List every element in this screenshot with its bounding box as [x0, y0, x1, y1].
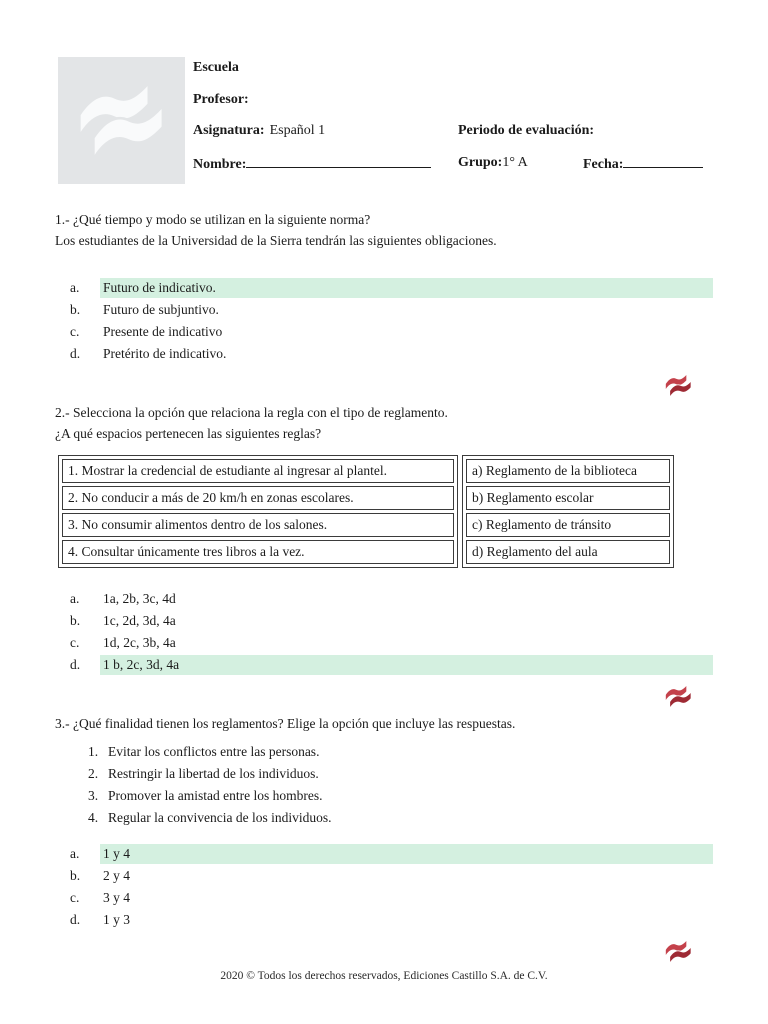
option-text: 1 y 3	[103, 912, 130, 927]
option-row	[55, 321, 713, 343]
question-3	[55, 713, 713, 734]
publisher-logo-box	[58, 57, 185, 184]
name-group-date-row	[193, 155, 713, 175]
student-name-label: Nombre:	[193, 156, 247, 172]
option-letter: b.	[70, 302, 81, 317]
option-row	[55, 865, 713, 887]
regulation-type-cell: c) Reglamento de tránsito	[466, 513, 670, 537]
subject-value: Español 1	[269, 123, 326, 139]
statement-row	[55, 763, 713, 785]
castillo-waves-logo-red-icon	[665, 684, 692, 709]
subject-period-row	[193, 123, 713, 143]
group-value: 1° A	[502, 154, 528, 170]
statement-number: 2.	[88, 766, 99, 781]
option-row	[55, 277, 713, 299]
regulation-types-column-table	[462, 455, 674, 568]
rule-cell: 2. No conducir a más de 20 km/h en zonas escolares.	[62, 486, 454, 510]
rule-cell: 4. Consultar únicamente tres libros a la vez.	[62, 540, 454, 564]
subject-label: Asignatura:	[193, 123, 265, 139]
option-letter: a.	[70, 591, 80, 606]
option-text-highlighted: Futuro de indicativo.	[100, 278, 713, 298]
option-row	[55, 887, 713, 909]
option-text-highlighted: 1 b, 2c, 3d, 4a	[100, 655, 713, 675]
option-text: 3 y 4	[103, 890, 130, 905]
regulation-type-cell: d) Reglamento del aula	[466, 540, 670, 564]
question-1-intro: Los estudiantes de la Universidad de la Sierra tendrán las siguientes obligaciones.	[55, 233, 497, 248]
option-row	[55, 909, 713, 931]
evaluation-period-label: Periodo de evaluación:	[458, 123, 595, 139]
publisher-brand-row	[55, 373, 713, 398]
question-3-statements	[55, 741, 713, 829]
option-row	[55, 610, 713, 632]
castillo-waves-logo-gray-icon	[78, 80, 166, 161]
statement-row	[55, 741, 713, 763]
option-text: 2 y 4	[103, 868, 130, 883]
option-row	[55, 632, 713, 654]
header-fields	[193, 57, 713, 184]
option-letter: a.	[70, 846, 80, 861]
rule-cell: 1. Mostrar la credencial de estudiante al ingresar al plantel.	[62, 459, 454, 483]
option-letter: b.	[70, 613, 81, 628]
option-text: Futuro de subjuntivo.	[103, 302, 219, 317]
castillo-waves-logo-red-icon	[665, 939, 692, 964]
question-2	[55, 402, 713, 444]
regulation-type-cell: a) Reglamento de la biblioteca	[466, 459, 670, 483]
statement-text: Regular la convivencia de los individuos.	[108, 810, 332, 825]
statement-number: 3.	[88, 788, 99, 803]
question-2-options	[55, 588, 713, 676]
school-row	[193, 60, 713, 80]
page-content	[55, 0, 713, 968]
option-row	[55, 843, 713, 865]
group-field	[458, 155, 528, 171]
question-1-options	[55, 277, 713, 365]
option-letter: c.	[70, 635, 80, 650]
matching-table	[58, 455, 713, 568]
school-label: Escuela	[193, 60, 239, 75]
statement-number: 4.	[88, 810, 99, 825]
question-1-title: 1.- ¿Qué tiempo y modo se utilizan en la siguiente norma?	[55, 212, 371, 227]
option-row	[55, 654, 713, 676]
statement-number: 1.	[88, 744, 99, 759]
option-row	[55, 588, 713, 610]
exam-header	[55, 57, 713, 184]
statement-text: Evitar los conflictos entre las personas.	[108, 744, 320, 759]
teacher-row	[193, 92, 713, 112]
option-letter: d.	[70, 346, 81, 361]
statement-text: Promover la amistad entre los hombres.	[108, 788, 323, 803]
date-label: Fecha:	[583, 156, 624, 172]
option-text: Presente de indicativo	[103, 324, 223, 339]
group-label: Grupo:	[458, 154, 503, 170]
rules-column-table	[58, 455, 458, 568]
statement-row	[55, 785, 713, 807]
question-3-title: 3.- ¿Qué finalidad tienen los reglamentos? Elige la opción que incluye las respuestas.	[55, 716, 516, 731]
option-letter: c.	[70, 324, 80, 339]
question-3-options	[55, 843, 713, 931]
option-letter: c.	[70, 890, 80, 905]
date-blank-line	[623, 155, 703, 168]
student-name-blank-line	[246, 155, 431, 168]
publisher-brand-row	[55, 939, 713, 964]
option-text: 1a, 2b, 3c, 4d	[103, 591, 176, 606]
option-text: 1c, 2d, 3d, 4a	[103, 613, 176, 628]
option-row	[55, 343, 713, 365]
publisher-brand-row	[55, 684, 713, 709]
question-1	[55, 209, 713, 251]
option-text-highlighted: 1 y 4	[100, 844, 713, 864]
question-2-title: 2.- Selecciona la opción que relaciona la regla con el tipo de reglamento.	[55, 405, 448, 420]
option-row	[55, 299, 713, 321]
copyright-footer: 2020 © Todos los derechos reservados, Ediciones Castillo S.A. de C.V.	[220, 970, 548, 982]
option-letter: d.	[70, 912, 81, 927]
rule-cell: 3. No consumir alimentos dentro de los salones.	[62, 513, 454, 537]
option-letter: d.	[70, 657, 81, 672]
statement-text: Restringir la libertad de los individuos.	[108, 766, 319, 781]
option-text: 1d, 2c, 3b, 4a	[103, 635, 176, 650]
option-letter: b.	[70, 868, 81, 883]
option-text: Pretérito de indicativo.	[103, 346, 227, 361]
date-field	[583, 155, 703, 173]
teacher-label: Profesor:	[193, 91, 249, 107]
statement-row	[55, 807, 713, 829]
question-2-intro: ¿A qué espacios pertenecen las siguientes reglas?	[55, 426, 322, 441]
regulation-type-cell: b) Reglamento escolar	[466, 486, 670, 510]
option-letter: a.	[70, 280, 80, 295]
castillo-waves-logo-red-icon	[665, 373, 692, 398]
